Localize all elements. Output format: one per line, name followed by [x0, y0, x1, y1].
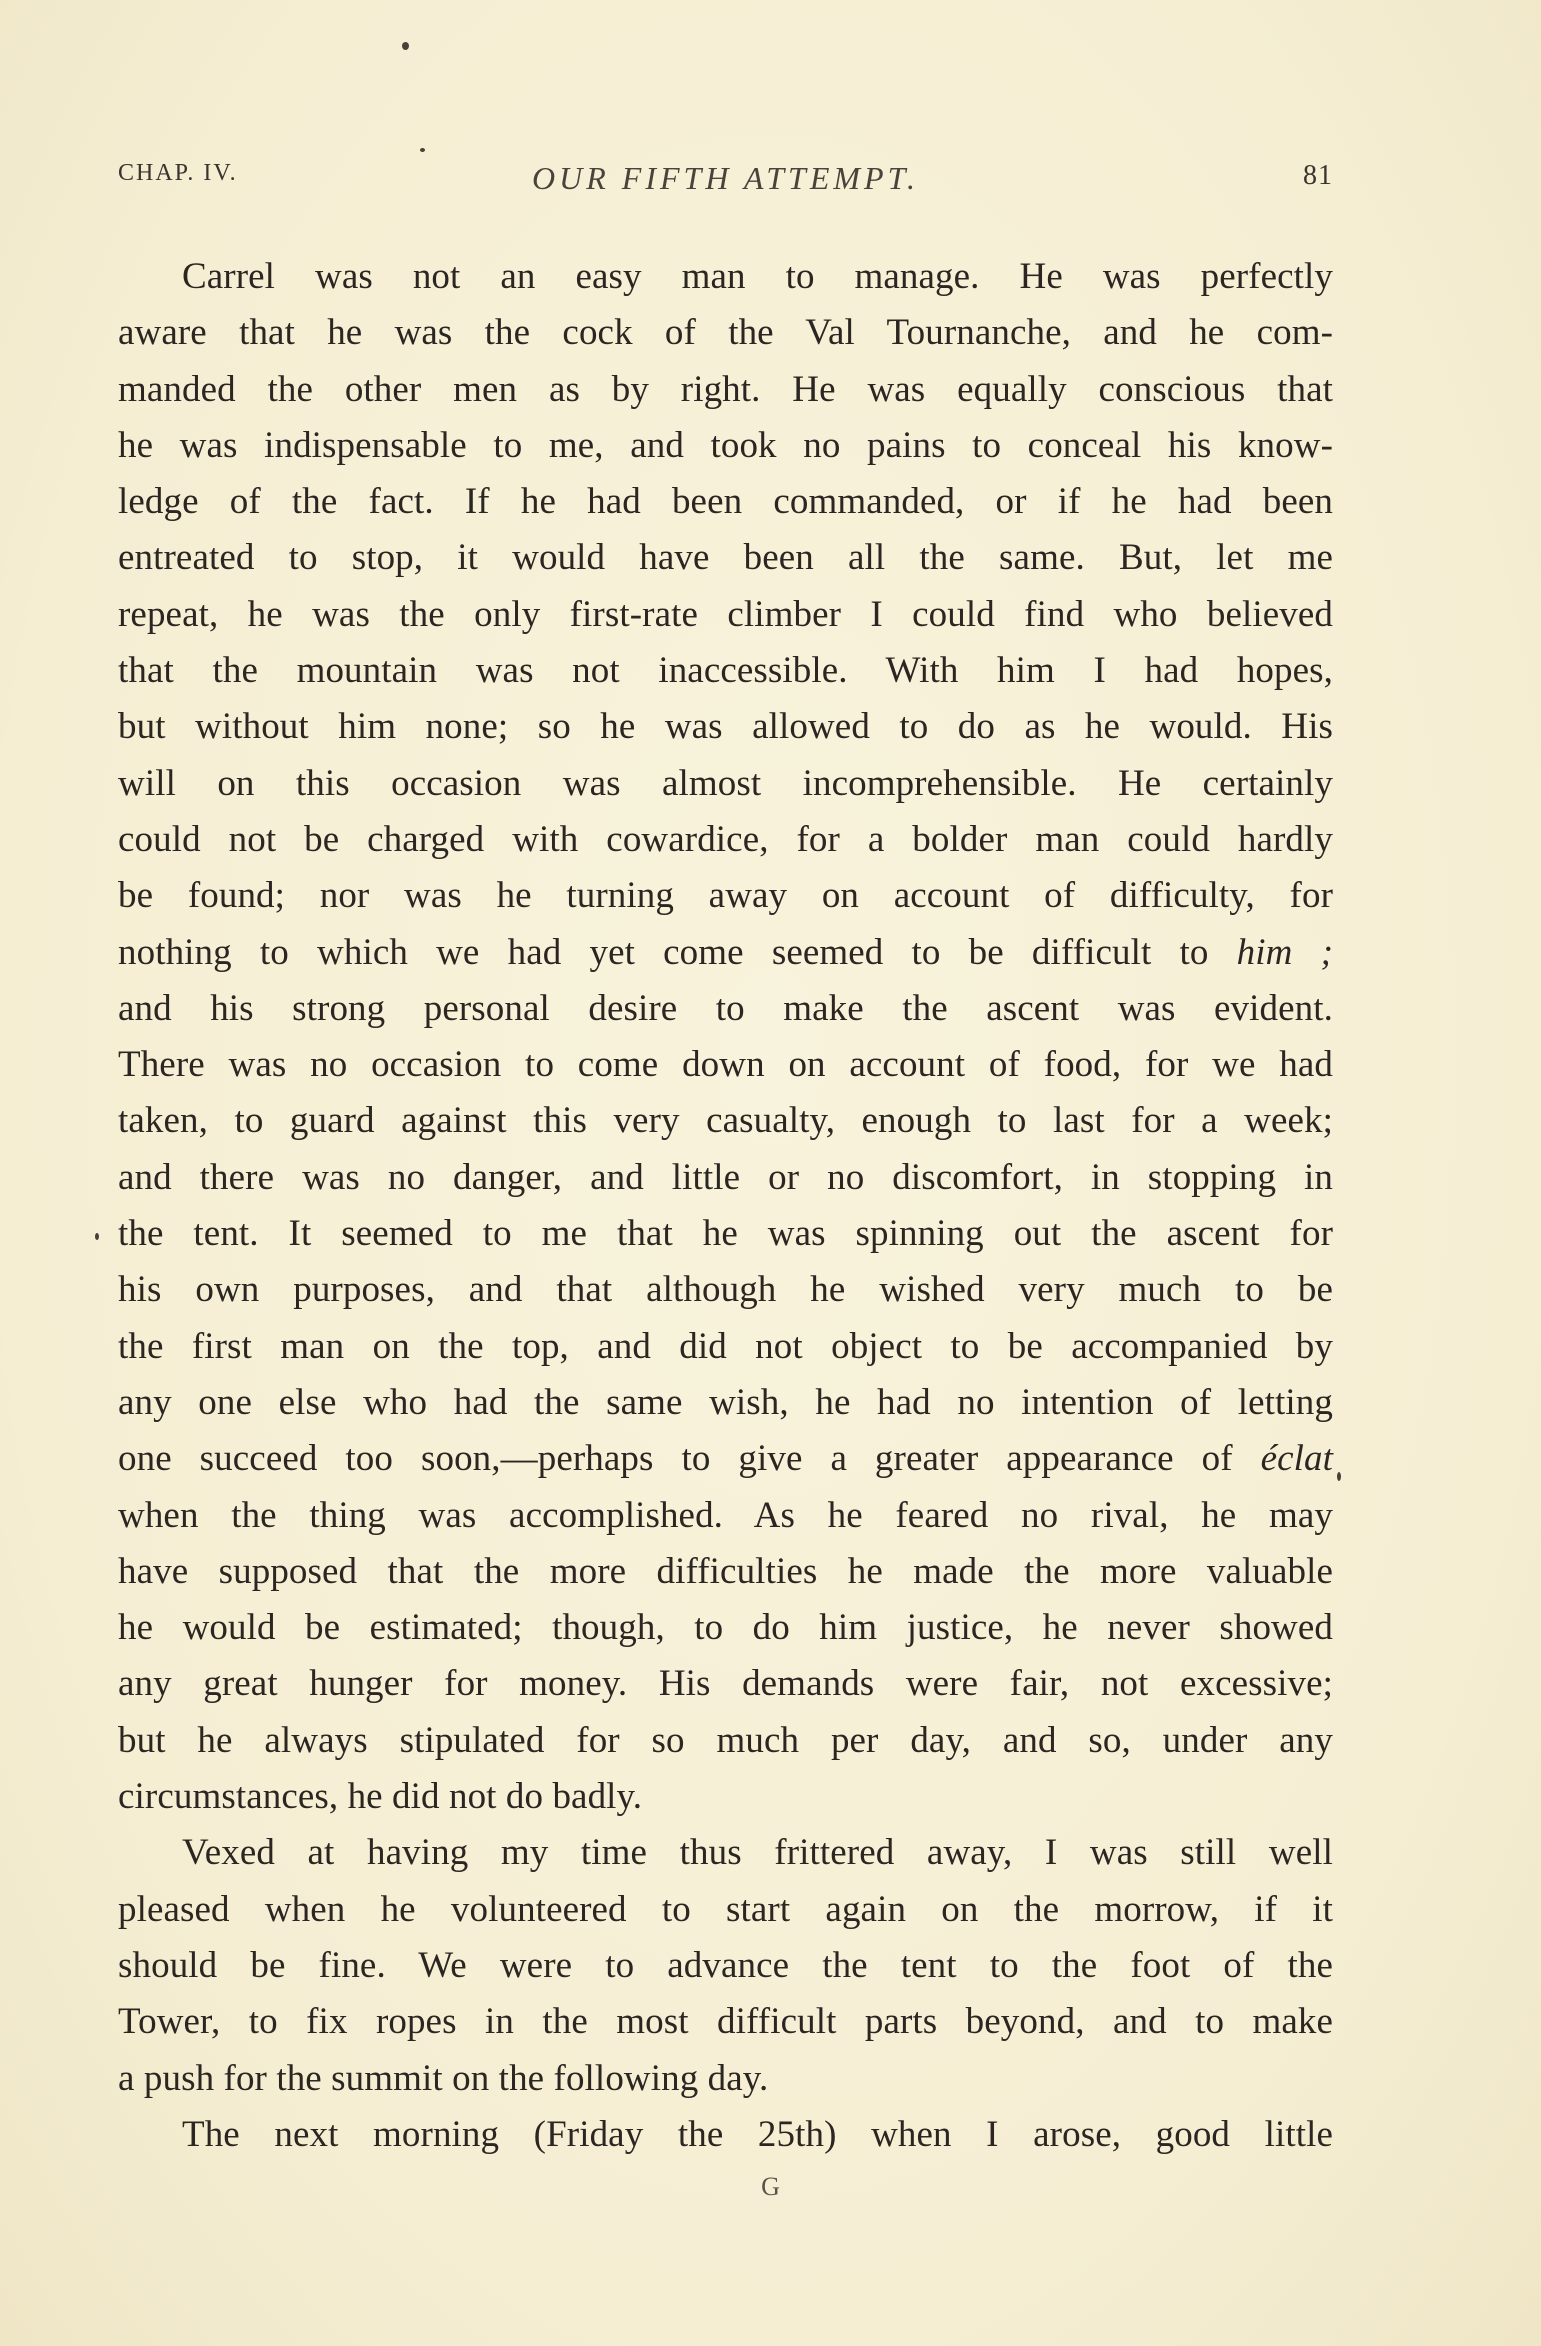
text-line [118, 1431, 1333, 1487]
text-line: any great hunger for money. His demands were fair, not excessive; [118, 1663, 1333, 1705]
text-line: he was indispensable to me, and took no pains to conceal his know- [118, 424, 1333, 466]
text-line: The next morning (Friday the 25th) when I arose, good little [182, 2113, 1333, 2155]
text-line: his own purposes, and that although he wished very much to be [118, 1269, 1333, 1311]
text-line [118, 925, 1333, 981]
page-number: 81 [1303, 160, 1333, 191]
text-line: Vexed at having my time thus frittered away, I was still well [182, 1832, 1333, 1874]
text-line: that the mountain was not inaccessible. With him I had hopes, [118, 650, 1333, 692]
text-line-part: one succeed too soon,—perhaps to give a greater appearance of [118, 1438, 1261, 1480]
text-line: should be fine. We were to advance the tent to the foot of the [118, 1944, 1333, 1986]
text-line: a push for the summit on the following day. [118, 2057, 769, 2099]
text-line-part: nothing to which we had yet come seemed to be difficult to [118, 931, 1237, 973]
print-speck [1337, 1472, 1341, 1481]
signature-mark: G [761, 2172, 780, 2201]
text-line: There was no occasion to come down on account of food, for we had [118, 1044, 1333, 1086]
print-speck [402, 42, 409, 50]
text-line: the first man on the top, and did not object to be accompanied by [118, 1325, 1333, 1367]
text-line: when the thing was accomplished. As he feared no rival, he may [118, 1494, 1333, 1536]
text-line: he would be estimated; though, to do him justice, he never showed [118, 1607, 1333, 1649]
text-line: entreated to stop, it would have been all the same. But, let me [118, 537, 1333, 579]
text-line: have supposed that the more difficulties he made the more valuable [118, 1550, 1333, 1592]
text-line: but he always stipulated for so much per day, and so, under any [118, 1719, 1333, 1761]
print-speck [420, 148, 425, 152]
text-line: Carrel was not an easy man to manage. He was perfectly [182, 256, 1333, 297]
text-line: repeat, he was the only first-rate climber I could find who believed [118, 593, 1333, 635]
text-line: and his strong personal desire to make the ascent was evident. [118, 987, 1333, 1029]
text-line: circumstances, he did not do badly. [118, 1776, 643, 1818]
text-line: and there was no danger, and little or no discomfort, in stopping in [118, 1156, 1333, 1198]
text-line: be found; nor was he turning away on account of difficulty, for [118, 875, 1333, 917]
text-line: manded the other men as by right. He was equally conscious that [118, 368, 1333, 410]
text-line: Tower, to fix ropes in the most difficult parts beyond, and to make [118, 2001, 1333, 2043]
running-head [118, 160, 1333, 200]
text-line: but without him none; so he was allowed to do as he would. His [118, 706, 1333, 748]
body-text [118, 249, 1333, 2163]
running-title: OUR FIFTH ATTEMPT. [532, 160, 919, 196]
text-line: will on this occasion was almost incomprehensible. He certainly [118, 762, 1333, 804]
text-line: pleased when he volunteered to start again on the morrow, if it [118, 1888, 1333, 1930]
italic-word: éclat [1260, 1438, 1333, 1480]
text-line: any one else who had the same wish, he had no intention of letting [118, 1381, 1333, 1423]
text-line: taken, to guard against this very casualty, enough to last for a week; [118, 1100, 1333, 1142]
print-speck [95, 1233, 99, 1240]
text-line: could not be charged with cowardice, for a bolder man could hardly [118, 818, 1333, 860]
italic-word: him ; [1236, 931, 1333, 973]
text-line: the tent. It seemed to me that he was spinning out the ascent for [118, 1213, 1333, 1255]
text-line: ledge of the fact. If he had been commanded, or if he had been [118, 481, 1333, 523]
chapter-label: CHAP. IV. [118, 160, 238, 186]
text-line: aware that he was the cock of the Val Tournanche, and he com- [118, 312, 1333, 354]
